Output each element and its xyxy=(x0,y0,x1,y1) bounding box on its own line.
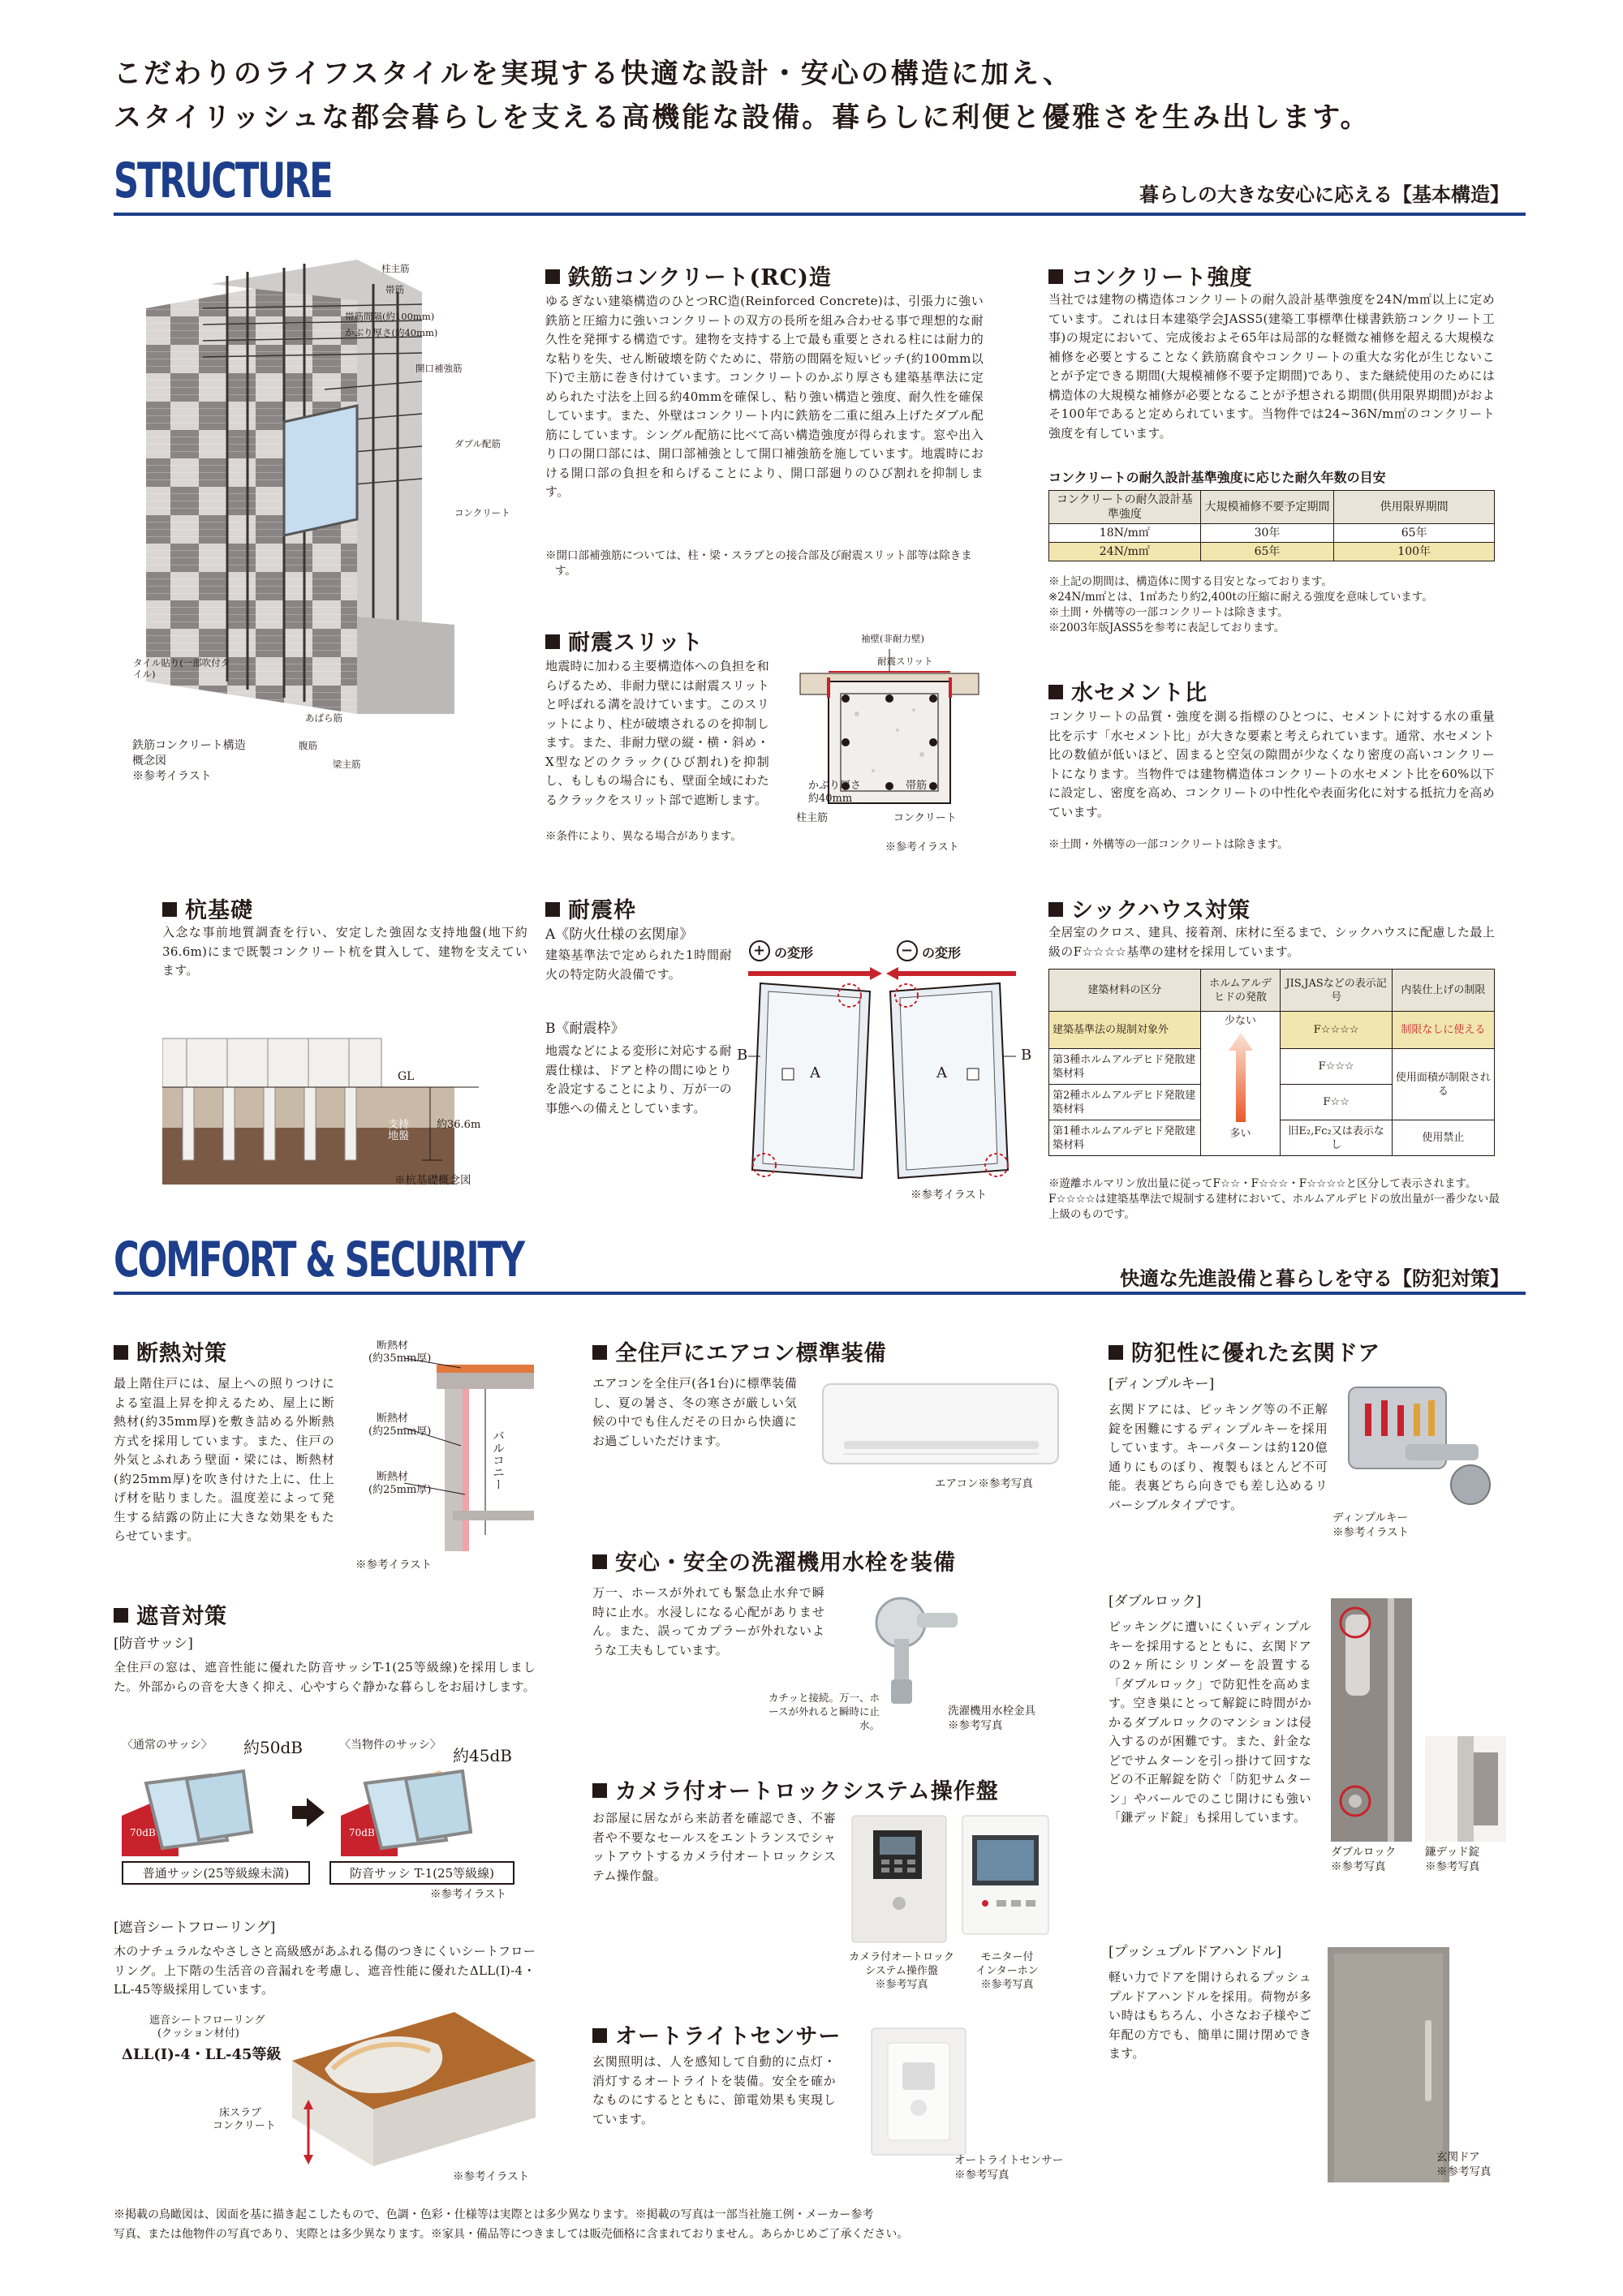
aircon-body: エアコンを全住戸(各1台)に標準装備し、夏の暑さ、冬の寒さが厳しい気候の中でも住んだその日から快適にお過ごしいただけます。 xyxy=(592,1376,797,1448)
this-sash-box: 防音サッシ T-1(25等級線) xyxy=(329,1861,514,1885)
label-beam-main-bar: 梁主筋 xyxy=(333,759,361,770)
entrance-door-photo xyxy=(1328,1947,1449,2182)
double-sub: [ダブルロック] xyxy=(1109,1593,1202,1610)
rc-heading xyxy=(545,260,832,291)
structure-subtitle: 暮らしの大きな安心に応える【基本構造】 xyxy=(1139,183,1509,206)
rc-caption-1: 鉄筋コンクリート構造 xyxy=(132,739,246,752)
strength-cell: 30年 xyxy=(1200,524,1334,543)
this-sash-db: 約45dB xyxy=(453,1746,512,1765)
double-caption-2: ※参考写真 xyxy=(1331,1860,1386,1873)
label-stirrup: あばら筋 xyxy=(305,712,342,724)
strength-table xyxy=(1048,490,1495,561)
frame-sub-a: A《防火仕様の玄関扉》 xyxy=(545,927,694,943)
heading-square-icon xyxy=(592,1554,607,1569)
aircon-icon xyxy=(820,1379,1063,1468)
rc-caption-2: 概念図 xyxy=(132,755,166,767)
slit-heading xyxy=(545,625,704,656)
slit-label-concrete: コンクリート xyxy=(893,812,957,824)
sensor-icon xyxy=(870,2027,967,2156)
rc-note: ※開口部補強筋については、柱・梁・スラブとの接合部及び耐震スリット部等は除きます。 xyxy=(545,549,972,578)
sickhouse-less: 少ない xyxy=(1225,1015,1257,1027)
flooring-diagram xyxy=(276,2012,536,2166)
sensor-heading-text: オートライトセンサー xyxy=(615,2024,842,2049)
pile-diagram xyxy=(162,1006,527,1185)
push-caption-1: 玄関ドア xyxy=(1436,2151,1480,2164)
pile-label-gl: GL xyxy=(398,1070,415,1083)
sickhouse-cat: 第3種ホルムアルデヒド発散建築材料 xyxy=(1049,1049,1201,1085)
sensor-caption-2: ※参考写真 xyxy=(954,2169,1010,2182)
sensor-photo xyxy=(870,2027,967,2156)
sickhouse-th-4: 内装仕上げの制限 xyxy=(1392,970,1494,1012)
slit-diagram xyxy=(784,633,995,860)
plus-deform-label: の変形 xyxy=(774,945,814,961)
sickhouse-cat: 建築基準法の規制対象外 xyxy=(1049,1012,1201,1049)
sickhouse-emission-arrow xyxy=(1200,1012,1281,1156)
double-lock-icon xyxy=(1331,1598,1412,1842)
label-cover-thickness: かぶり厚さ(約40mm) xyxy=(345,327,438,338)
frame-diagram xyxy=(748,935,1016,1194)
strength-note: ※2003年版JASS5を参考に表記しております。 xyxy=(1048,621,1285,634)
intro-text xyxy=(114,52,1371,140)
slit-label-wing-wall: 袖壁(非耐力壁) xyxy=(861,633,924,644)
dimple-body: 玄関ドアには、ピッキング等の不正解錠を困難にするディンプルキーを採用しています。キーパターンは約120億通りにものぼり、複製もほとんど不可能。表裏どちら向きでも差し込めるリバーシブルタイプです。 xyxy=(1109,1402,1328,1512)
frame-sub-b: B《耐震枠》 xyxy=(545,1021,625,1037)
minus-sign: − xyxy=(901,942,914,959)
sound-body-2: 木のナチュラルなやさしさと高級感があふれる傷のつきにくいシートフローリング。上下階の生活音の音漏れを考慮し、遮音性能に優れたΔLL(I)-4・LL-45等級採用しています。 xyxy=(114,1944,536,1997)
aircon-heading-text: 全住戸にエアコン標準装備 xyxy=(615,1341,887,1366)
faucet-icon xyxy=(868,1590,966,1712)
frame-body-b: 地震などによる変形に対応する耐震仕様は、ドアと枠の間にゆとりを設定することにより、万が一の事態への備えとしています。 xyxy=(545,1043,732,1116)
pile-heading-text: 杭基礎 xyxy=(185,898,253,923)
pile-heading xyxy=(162,892,253,924)
sash-caption: ※参考イラスト xyxy=(430,1888,507,1901)
water-heading xyxy=(1048,675,1208,707)
autolock-caption-1: カメラ付オートロック xyxy=(849,1951,954,1963)
rc-diagram-caption xyxy=(132,738,246,785)
double-body: ピッキングに遭いにくいディンプルキーを採用するとともに、玄関ドアの2ヶ所にシリンダーを設置する「ダブルロック」で防犯性を高めます。空き巣にとって解錠に時間がかかるダブルロックのマンションは侵入するのが困難です。また、針金などでサムターンを引っ掛けて回すなどの不正解錠を防ぐ「防犯サムターン」やバールでのこじ開けにも強い「鎌デッド錠」も採用しています。 xyxy=(1109,1619,1311,1825)
label-concrete: コンクリート xyxy=(454,507,510,518)
door-letter-a-left: A xyxy=(810,1064,820,1081)
label-web-bar: 腹筋 xyxy=(299,740,317,751)
dimple-caption-1: ディンプルキー xyxy=(1332,1511,1408,1524)
door-letter-a-right: A xyxy=(936,1064,947,1081)
heading-square-icon xyxy=(1048,685,1063,699)
heading-square-icon xyxy=(545,269,560,284)
faucet-label: カチッと接続。万一、ホースが外れると瞬時に止水。 xyxy=(768,1692,880,1731)
label-hoop-spacing: 帯筋間隔(約100mm) xyxy=(345,311,435,322)
frame-letter-b-left: B xyxy=(737,1047,748,1064)
strength-notes xyxy=(1048,574,1503,636)
slit-illustration xyxy=(784,633,995,860)
kama-dead-lock-icon xyxy=(1425,1736,1506,1842)
label-tile: タイル貼り(一部吹付タイル) xyxy=(133,657,230,680)
water-heading-text: 水セメント比 xyxy=(1071,681,1208,706)
insulation-diagram xyxy=(339,1340,534,1551)
rc-heading-text: 鉄筋コンクリート(RC)造 xyxy=(568,265,832,290)
structure-title: STRUCTURE xyxy=(114,153,332,209)
heading-square-icon xyxy=(114,1608,128,1623)
aircon-photo xyxy=(820,1379,1063,1468)
label-double-rebar: ダブル配筋 xyxy=(454,438,502,449)
heading-square-icon xyxy=(545,634,560,649)
heading-square-icon xyxy=(592,1345,607,1360)
pile-caption: ※杭基礎概念図 xyxy=(394,1174,471,1187)
intro-line-2: スタイリッシュな都会暮らしを支える高機能な設備。暮らしに利便と優雅さを生み出します。 xyxy=(114,101,1371,134)
emission-arrow-icon xyxy=(1229,1033,1253,1122)
heading-square-icon xyxy=(1048,902,1063,917)
water-body: コンクリートの品質・強度を測る指標のひとつに、セメントに対する水の重量比を示す「水セメント比」が大きな要素と考えられています。通常、水セメント比の数値が低いほど、固まると空気の隙間が少なくなり密度の高いコンクリートになります。当物件では建物構造体コンクリートの水セメント比を60%以下に設定し、密度を高め、コンクリートの中性化や表面劣化に対する抵抗力を高めています。 xyxy=(1048,709,1495,819)
heading-square-icon xyxy=(162,902,177,917)
sickhouse-heading-text: シックハウス対策 xyxy=(1071,898,1251,923)
aircon-heading xyxy=(592,1335,887,1367)
sensor-body: 玄関照明は、人を感知して自動的に点灯・消灯するオートライトを装備。安全を確かなものにするとともに、節電効果も実現しています。 xyxy=(592,2054,836,2126)
dimple-key-icon xyxy=(1332,1371,1495,1509)
sickhouse-body: 全居室のクロス、建具、接着剤、床材に至るまで、シックハウスに配慮した最上級のF☆☆☆☆基準の建材を採用しています。 xyxy=(1048,925,1495,959)
insul-label-5: 断熱材 xyxy=(377,1471,409,1483)
sickhouse-mark: F☆☆ xyxy=(1281,1085,1392,1120)
insulation-body: 最上階住戸には、屋上への照りつけによる室温上昇を抑えるため、屋上に断熱材(約35mm厚)を敷き詰める外断熱方式を採用しています。また、住戸の外気とふれあう壁面・梁には、断熱材(約25mm厚)を吹き付けた上に、仕上げ材を貼りました。温度差によって発生する結露の防止に大きな効果をもたらせています。 xyxy=(114,1376,334,1543)
autolock-panel-photo xyxy=(850,1814,948,1944)
slit-label-cover: かぶり厚さ xyxy=(808,780,862,792)
heading-square-icon xyxy=(592,1783,607,1798)
sickhouse-cat: 第2種ホルムアルデヒド発散建築材料 xyxy=(1049,1085,1201,1120)
faucet-heading-text: 安心・安全の洗濯機用水栓を装備 xyxy=(615,1550,956,1576)
slit-heading-text: 耐震スリット xyxy=(568,630,704,656)
slit-label-hoop: 帯筋 xyxy=(906,780,928,792)
normal-sash-box: 普通サッシ(25等級線未満) xyxy=(122,1861,310,1885)
sickhouse-cat: 第1種ホルムアルデヒド発散建築材料 xyxy=(1049,1120,1201,1156)
comfort-title: COMFORT & SECURITY xyxy=(114,1232,523,1288)
strength-cell: 65年 xyxy=(1200,543,1334,561)
intercom-caption-1: モニター付 xyxy=(980,1951,1034,1963)
label-opening-rebar: 開口補強筋 xyxy=(415,363,463,374)
strength-body: 当社では建物の構造体コンクリートの耐久設計基準強度を24N/m㎡以上に定めています。これは日本建築学会JASS5(建築工事標準仕様書鉄筋コンクリート工事)の規定において、完成後およそ65年は局部的な軽微な補修を超える大規模な補修を必要とすることなく鉄筋腐食やコンクリートの重大な劣化が生じないことが予定できる期間(大規模補修不要予定期間)であり、また継続使用のためには構造体の大規模な補修が必要となることが予想される期間(供用限界期間)がおよそ100年であると定められています。当物件では24~36N/m㎡のコンクリート強度を有しています。 xyxy=(1048,292,1495,441)
heading-square-icon xyxy=(1109,1345,1123,1360)
kama-caption-1: 鎌デッド錠 xyxy=(1425,1846,1480,1859)
footer-line-1: ※掲載の鳥瞰図は、図面を基に描き起こしたもので、色調・色彩・仕様等は実際とは多少異なります。※掲載の写真は一部当社施工例・メーカー参考 xyxy=(114,2208,874,2221)
insul-label-1: 断熱材 xyxy=(377,1340,409,1352)
strength-table-title: コンクリートの耐久設計基準強度に応じた耐久年数の目安 xyxy=(1048,470,1386,485)
strength-cell: 100年 xyxy=(1334,543,1495,561)
heading-square-icon xyxy=(592,2028,607,2043)
sensor-caption-1: オートライトセンサー xyxy=(954,2154,1064,2167)
kama-caption-2: ※参考写真 xyxy=(1425,1860,1480,1873)
floor-label-1: 遮音シートフローリング xyxy=(149,2014,265,2027)
sickhouse-mark: F☆☆☆☆ xyxy=(1281,1012,1392,1049)
dimple-key-illustration xyxy=(1332,1371,1495,1509)
structure-rule xyxy=(114,213,1526,216)
dimple-caption-2: ※参考イラスト xyxy=(1332,1526,1410,1539)
faucet-photo xyxy=(868,1590,966,1712)
sash-diagram xyxy=(122,1759,495,1856)
dimple-sub: [ディンプルキー] xyxy=(1109,1376,1215,1392)
footer-line-2: 写真、または他物件の写真であり、実際とは多少異なります。※家具・備品等につきましては販売価格に含まれておりません。あらかじめご了承ください。 xyxy=(114,2228,909,2241)
rc-structure-diagram xyxy=(114,260,536,730)
sound-sub-1: [防音サッシ] xyxy=(114,1636,193,1652)
floor-label-2: (クッション材付) xyxy=(157,2027,239,2040)
autolock-heading xyxy=(592,1774,999,1805)
frame-illustration xyxy=(748,935,1016,1194)
comfort-rule xyxy=(114,1292,1526,1295)
comfort-subtitle: 快適な先進設備と暮らしを守る【防犯対策】 xyxy=(1120,1266,1509,1290)
faucet-heading xyxy=(592,1545,956,1576)
heading-square-icon xyxy=(545,902,560,917)
insul-label-6: (約25mm厚) xyxy=(368,1484,432,1496)
door-heading xyxy=(1109,1335,1380,1367)
sickhouse-more: 多い xyxy=(1229,1128,1251,1140)
insulation-heading xyxy=(114,1335,227,1367)
push-caption-2: ※参考写真 xyxy=(1436,2165,1492,2178)
sickhouse-limit: 使用面積が制限される xyxy=(1392,1049,1494,1120)
sickhouse-mark: 旧E₂,Fc₂又は表示なし xyxy=(1281,1120,1392,1156)
strength-heading xyxy=(1048,260,1252,291)
water-note: ※土間・外構等の一部コンクリートは除きます。 xyxy=(1048,838,1289,851)
sound-heading-text: 遮音対策 xyxy=(136,1604,227,1629)
pile-body: 入念な事前地質調査を行い、安定した強固な支持地盤(地下約36.6m)にまで既製コンクリート杭を貫入して、建物を支えています。 xyxy=(162,925,527,978)
double-caption-1: ダブルロック xyxy=(1331,1846,1397,1859)
floor-grade: ΔLL(I)-4・LL-45等級 xyxy=(122,2046,282,2063)
autolock-body: お部屋に居ながら来訪者を確認でき、不審者や不要なセールスをエントランスでシャットアウトするカメラ付オートロックシステム操作盤。 xyxy=(592,1811,836,1883)
normal-sash-db: 約50dB xyxy=(243,1738,303,1757)
slit-note: ※条件により、異なる場合があります。 xyxy=(545,830,742,843)
intercom-caption-3: ※参考写真 xyxy=(980,1979,1034,1991)
push-sub: [プッシュプルドアハンドル] xyxy=(1109,1944,1282,1960)
strength-note: ※24N/m㎡とは、1㎡あたり約2,400tの圧縮に耐える強度を意味しています。 xyxy=(1048,591,1433,604)
autolock-caption xyxy=(841,1950,962,1992)
sickhouse-mark: F☆☆☆ xyxy=(1281,1049,1392,1085)
intro-line-1: こだわりのライフスタイルを実現する快適な設計・安心の構造に加え、 xyxy=(114,58,1073,90)
heading-square-icon xyxy=(1048,269,1063,284)
autolock-caption-2: システム操作盤 xyxy=(865,1965,938,1977)
intercom-caption xyxy=(954,1950,1060,1992)
sash-inner-db-1: 70dB xyxy=(130,1827,156,1838)
strength-cell: 24N/m㎡ xyxy=(1049,543,1201,561)
insulation-heading-text: 断熱対策 xyxy=(136,1341,227,1366)
footer-notes xyxy=(114,2205,908,2244)
strength-note: ※土間・外構等の一部コンクリートは除きます。 xyxy=(1048,606,1289,619)
strength-note: ※上記の期間は、構造体に関する目安となっております。 xyxy=(1048,575,1332,588)
insul-label-4: (約25mm厚) xyxy=(368,1425,432,1438)
this-sash-label: 〈当物件のサッシ〉 xyxy=(339,1739,441,1752)
slit-label-main-bar: 柱主筋 xyxy=(796,812,829,824)
faucet-caption-1: 洗濯機用水栓金具 xyxy=(948,1705,1035,1718)
sound-heading xyxy=(114,1598,227,1630)
frame-body-a: 建築基準法で定められた1時間耐火の特定防火設備です。 xyxy=(545,948,732,982)
sash-illustration xyxy=(122,1759,495,1856)
strength-heading-text: コンクリート強度 xyxy=(1071,265,1253,290)
double-lock-photo xyxy=(1331,1598,1412,1842)
entrance-door-icon xyxy=(1328,1947,1449,2182)
rc-body: ゆるぎない建築構造のひとつRC造(Reinforced Concrete)は、引張力に強い鉄筋と圧縮力に強いコンクリートの双方の長所を組み合わせる事で理想的な耐久性を発揮する構造です。建物を支持する上で最も重要とされる柱には耐力的な粘りを失、せん断破壊を防ぐために、帯筋の間隔を短いピッチ(約100mm以下)で主筋に巻き付けています。コンクリートのかぶり厚さも建築基準法に定められた寸法を上回る約40mmを確保し、粘り強い構造と強度、耐久性を確保しています。また、外壁はコンクリート内に鉄筋を二重に組み上げたダブル配筋にしています。シングル配筋に比べて高い構造強度が得られます。窓や出入り口の開口部には、開口部補強として開口補強筋を施しています。地震時における開口部の負担を和らげることにより、開口部廻りのひび割れを抑制します。 xyxy=(545,294,984,499)
sensor-heading xyxy=(592,2019,841,2050)
frame-caption: ※参考イラスト xyxy=(911,1189,988,1202)
aircon-caption: エアコン※参考写真 xyxy=(935,1477,1033,1490)
sickhouse-th-3: JIS,JASなどの表示記号 xyxy=(1281,970,1392,1012)
intercom-caption-2: インターホン xyxy=(975,1965,1039,1977)
sickhouse-th-2: ホルムアルデヒドの発散 xyxy=(1200,970,1281,1012)
minus-deform-label: の変形 xyxy=(922,945,962,961)
sound-sub-2: [遮音シートフローリング] xyxy=(114,1920,276,1936)
autolock-heading-text: カメラ付オートロックシステム操作盤 xyxy=(615,1779,999,1804)
flooring-caption: ※参考イラスト xyxy=(453,2170,530,2183)
heading-square-icon xyxy=(114,1345,128,1360)
sickhouse-table xyxy=(1048,969,1495,1156)
kama-dead-lock-photo xyxy=(1425,1736,1506,1842)
strength-th-2: 大規模補修不要予定期間 xyxy=(1200,491,1334,524)
intercom-photo xyxy=(961,1814,1050,1936)
sash-inner-db-2: 70dB xyxy=(349,1827,375,1838)
pile-illustration xyxy=(162,1006,527,1185)
sickhouse-limit: 使用禁止 xyxy=(1392,1120,1494,1156)
rc-caption-3: ※参考イラスト xyxy=(132,770,212,783)
frame-letter-b-right: B xyxy=(1021,1047,1032,1064)
faucet-body: 万一、ホースが外れても緊急止水弁で瞬時に止水。水浸しになる心配がありません。また、誤ってカプラーが外れないような工夫もしています。 xyxy=(592,1585,824,1658)
pile-label-depth: 約36.6m xyxy=(437,1119,481,1131)
intercom-icon xyxy=(961,1814,1050,1936)
slit-label-40mm: 約40mm xyxy=(808,793,853,805)
insul-label-3: 断熱材 xyxy=(377,1412,409,1425)
label-hoop: 帯筋 xyxy=(385,284,404,295)
frame-heading-text: 耐震枠 xyxy=(568,898,636,923)
plus-sign: + xyxy=(753,942,766,959)
flooring-illustration xyxy=(276,2012,536,2166)
strength-cell: 18N/m㎡ xyxy=(1049,524,1201,543)
sickhouse-heading xyxy=(1048,892,1251,924)
slab-label-1: 床スラブ xyxy=(219,2107,262,2119)
normal-sash-label: 〈通常のサッシ〉 xyxy=(122,1739,213,1752)
autolock-panel-icon xyxy=(850,1814,948,1944)
pile-label-bearing: 支持地盤 xyxy=(388,1119,410,1142)
label-column-main-bar: 柱主筋 xyxy=(381,263,410,274)
strength-cell: 65年 xyxy=(1334,524,1495,543)
sickhouse-th-1: 建築材料の区分 xyxy=(1049,970,1201,1012)
sickhouse-limit: 制限なしに使える xyxy=(1392,1012,1494,1049)
faucet-caption-2: ※参考写真 xyxy=(948,1719,1003,1732)
slab-label-2: コンクリート xyxy=(213,2120,276,2132)
insul-label-2: (約35mm厚) xyxy=(368,1352,432,1365)
sickhouse-note: ※遊離ホルマリン放出量に従ってF☆☆・F☆☆☆・F☆☆☆☆と区分して表示されます。F☆☆☆☆は建築基準法で規制する建材において、ホルムアルデヒドの放出量が一番少ない最上級のものです。 xyxy=(1048,1177,1500,1221)
insulation-caption: ※参考イラスト xyxy=(355,1559,433,1572)
slit-caption: ※参考イラスト xyxy=(885,841,959,853)
push-body: 軽い力でドアを開けられるプッシュプルドアハンドルを採用。荷物が多い時はもちろん、小さなお子様やご年配の方でも、簡単に開け閉めできます。 xyxy=(1109,1970,1311,2061)
slit-label-slit: 耐震スリット xyxy=(877,656,933,667)
sound-body-1: 全住戸の窓は、遮音性能に優れた防音サッシT-1(25等級線)を採用しました。外部からの音を大きく抑え、心やすらぐ静かな暮らしをお届けします。 xyxy=(114,1660,536,1694)
strength-th-1: コンクリートの耐久設計基準強度 xyxy=(1049,491,1201,524)
autolock-caption-3: ※参考写真 xyxy=(875,1979,928,1991)
frame-heading xyxy=(545,892,636,924)
insul-label-balcony: バルコニー xyxy=(491,1430,506,1490)
slit-body: 地震時に加わる主要構造体への負担を和らげるため、非耐力壁には耐震スリットと呼ばれる溝を設けています。このスリットにより、柱が破壊されるのを抑制します。また、非耐力壁の縦・横・斜め・X型などのクラック(ひび割れ)を抑制し、もしもの場合にも、壁面全域にわたるクラックをスリット部で遮断します。 xyxy=(545,659,769,807)
strength-th-3: 供用限界期間 xyxy=(1334,491,1495,524)
door-heading-text: 防犯性に優れた玄関ドア xyxy=(1131,1341,1381,1366)
